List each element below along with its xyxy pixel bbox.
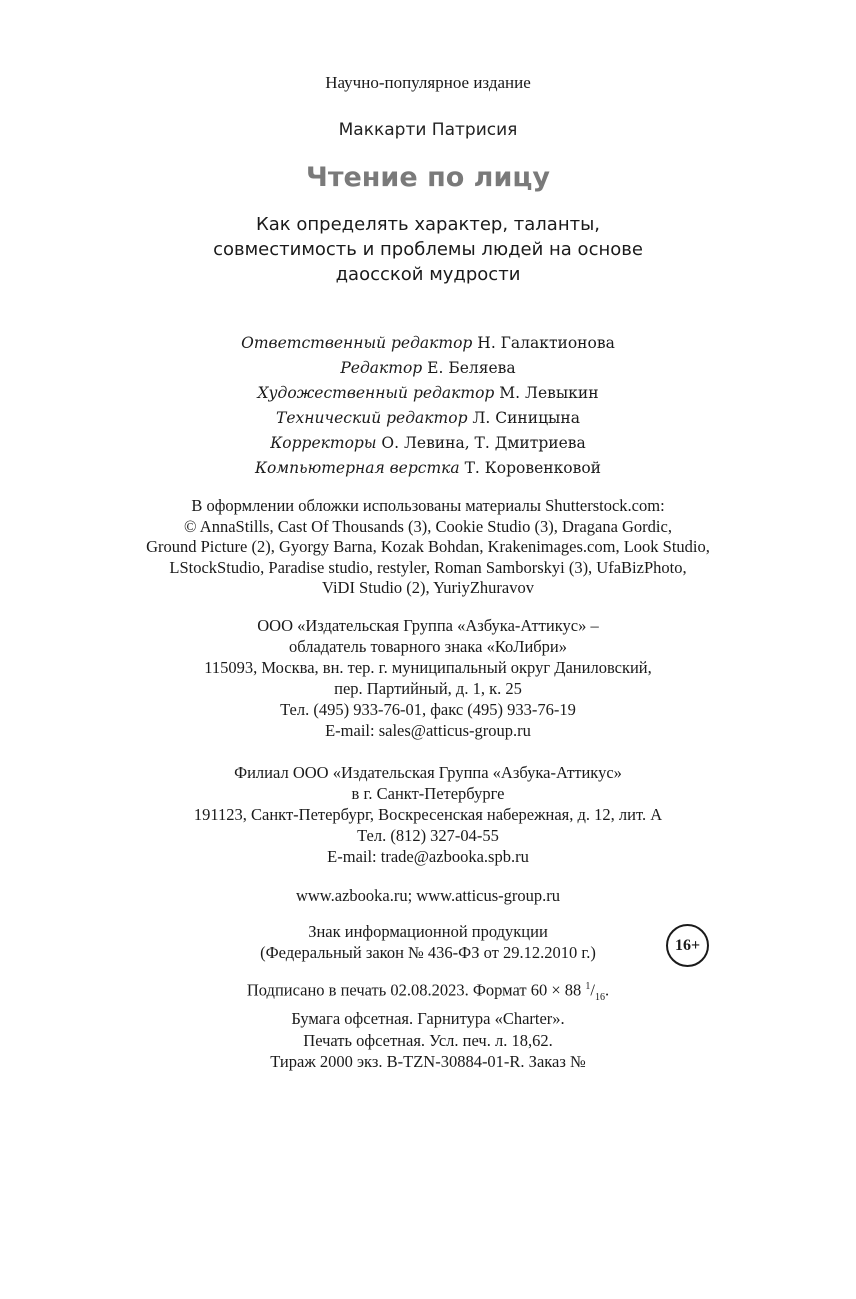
format-numerator: 1	[585, 981, 591, 992]
print-line: Бумага офсетная. Гарнитура «Charter».	[291, 1009, 565, 1029]
info-sign-line: Знак информационной продукции	[308, 922, 548, 941]
author-name: Маккарти Патрисия	[338, 120, 518, 140]
genre-label: Научно-популярное издание	[325, 73, 531, 92]
credit-line	[0, 356, 856, 381]
credit-role: Корректоры	[270, 434, 377, 452]
credit-person: Е. Беляева	[427, 359, 516, 377]
credit-line	[0, 456, 856, 481]
credit-person: Н. Галактионова	[477, 334, 615, 352]
cover-credit-line: ViDI Studio (2), YuriyZhuravov	[322, 578, 534, 597]
credit-role: Ответственный редактор	[241, 334, 473, 352]
phone-line: Тел. (812) 327-04-55	[357, 826, 499, 845]
address-line: пер. Партийный, д. 1, к. 25	[334, 679, 522, 698]
print-format-text: Подписано в печать 02.08.2023. Формат 60 × 88	[246, 980, 586, 1000]
address-line: ООО «Издательская Группа «Азбука-Аттикус» –	[257, 616, 599, 635]
editorial-credits	[0, 331, 856, 481]
phone-line: Тел. (495) 933-76-01, факс (495) 933-76-19	[280, 700, 576, 719]
print-format-line: Подписано в печать 02.08.2023. Формат 60 × 88 $^1/_{16}$.	[246, 980, 610, 1003]
credit-line	[0, 406, 856, 431]
cover-credit-line: В оформлении обложки использованы материалы Shutterstock.com:	[191, 496, 665, 515]
format-suffix: .	[605, 980, 610, 1000]
credit-role: Редактор	[340, 359, 423, 377]
publisher-moscow-address	[0, 615, 856, 741]
credit-person: Л. Синицына	[472, 409, 580, 427]
credit-line	[0, 381, 856, 406]
cover-credit-line: © AnnaStills, Cast Of Thousands (3), Cookie Studio (3), Dragana Gordic,	[184, 516, 672, 536]
credit-role: Компьютерная верстка	[254, 459, 460, 477]
credit-line	[0, 331, 856, 356]
cover-image-credits	[0, 496, 856, 599]
credit-person: О. Левина, Т. Дмитриева	[381, 434, 586, 452]
print-details	[0, 976, 856, 1073]
email-line: E-mail: sales@atticus-group.ru	[325, 721, 531, 740]
address-line: в г. Санкт-Петербурге	[351, 784, 505, 803]
age-rating-badge: 16+	[666, 924, 709, 967]
credit-role: Художественный редактор	[257, 384, 495, 402]
credit-person: М. Левыкин	[499, 384, 599, 402]
book-title: Чтение по лицу	[306, 162, 550, 193]
publisher-spb-address	[0, 762, 856, 867]
info-product-sign	[0, 921, 856, 963]
subtitle-line: даосской мудрости	[335, 264, 521, 285]
book-subtitle	[0, 212, 856, 287]
cover-credit-line: LStockStudio, Paradise studio, restyler, Roman Samborskyi (3), UfaBizPhoto,	[169, 557, 687, 577]
cover-credit-line: Ground Picture (2), Gyorgy Barna, Kozak Bohdan, Krakenimages.com, Look Studio,	[146, 537, 710, 556]
subtitle-line: Как определять характер, таланты,	[255, 214, 601, 235]
address-line: Филиал ООО «Издательская Группа «Азбука-Аттикус»	[234, 763, 622, 782]
format-denominator: 16	[595, 991, 605, 1003]
credit-line	[0, 431, 856, 456]
address-line: обладатель товарного знака «КоЛибри»	[288, 637, 568, 656]
publisher-websites: www.azbooka.ru; www.atticus-group.ru	[295, 886, 561, 905]
credit-role: Технический редактор	[276, 409, 468, 427]
print-line: Печать офсетная. Усл. печ. л. 18,62.	[303, 1030, 553, 1050]
address-line: 115093, Москва, вн. тер. г. муниципальный округ Даниловский,	[204, 658, 652, 677]
print-line: Тираж 2000 экз. B-TZN-30884-01-R. Заказ №	[270, 1052, 586, 1072]
info-sign-line: (Федеральный закон № 436-ФЗ от 29.12.2010 г.)	[260, 943, 596, 962]
address-line: 191123, Санкт-Петербург, Воскресенская набережная, д. 12, лит. А	[193, 805, 663, 824]
email-line: E-mail: trade@azbooka.spb.ru	[327, 847, 529, 866]
credit-person: Т. Коровенковой	[464, 459, 602, 477]
subtitle-line: совместимость и проблемы людей на основе	[213, 239, 643, 260]
